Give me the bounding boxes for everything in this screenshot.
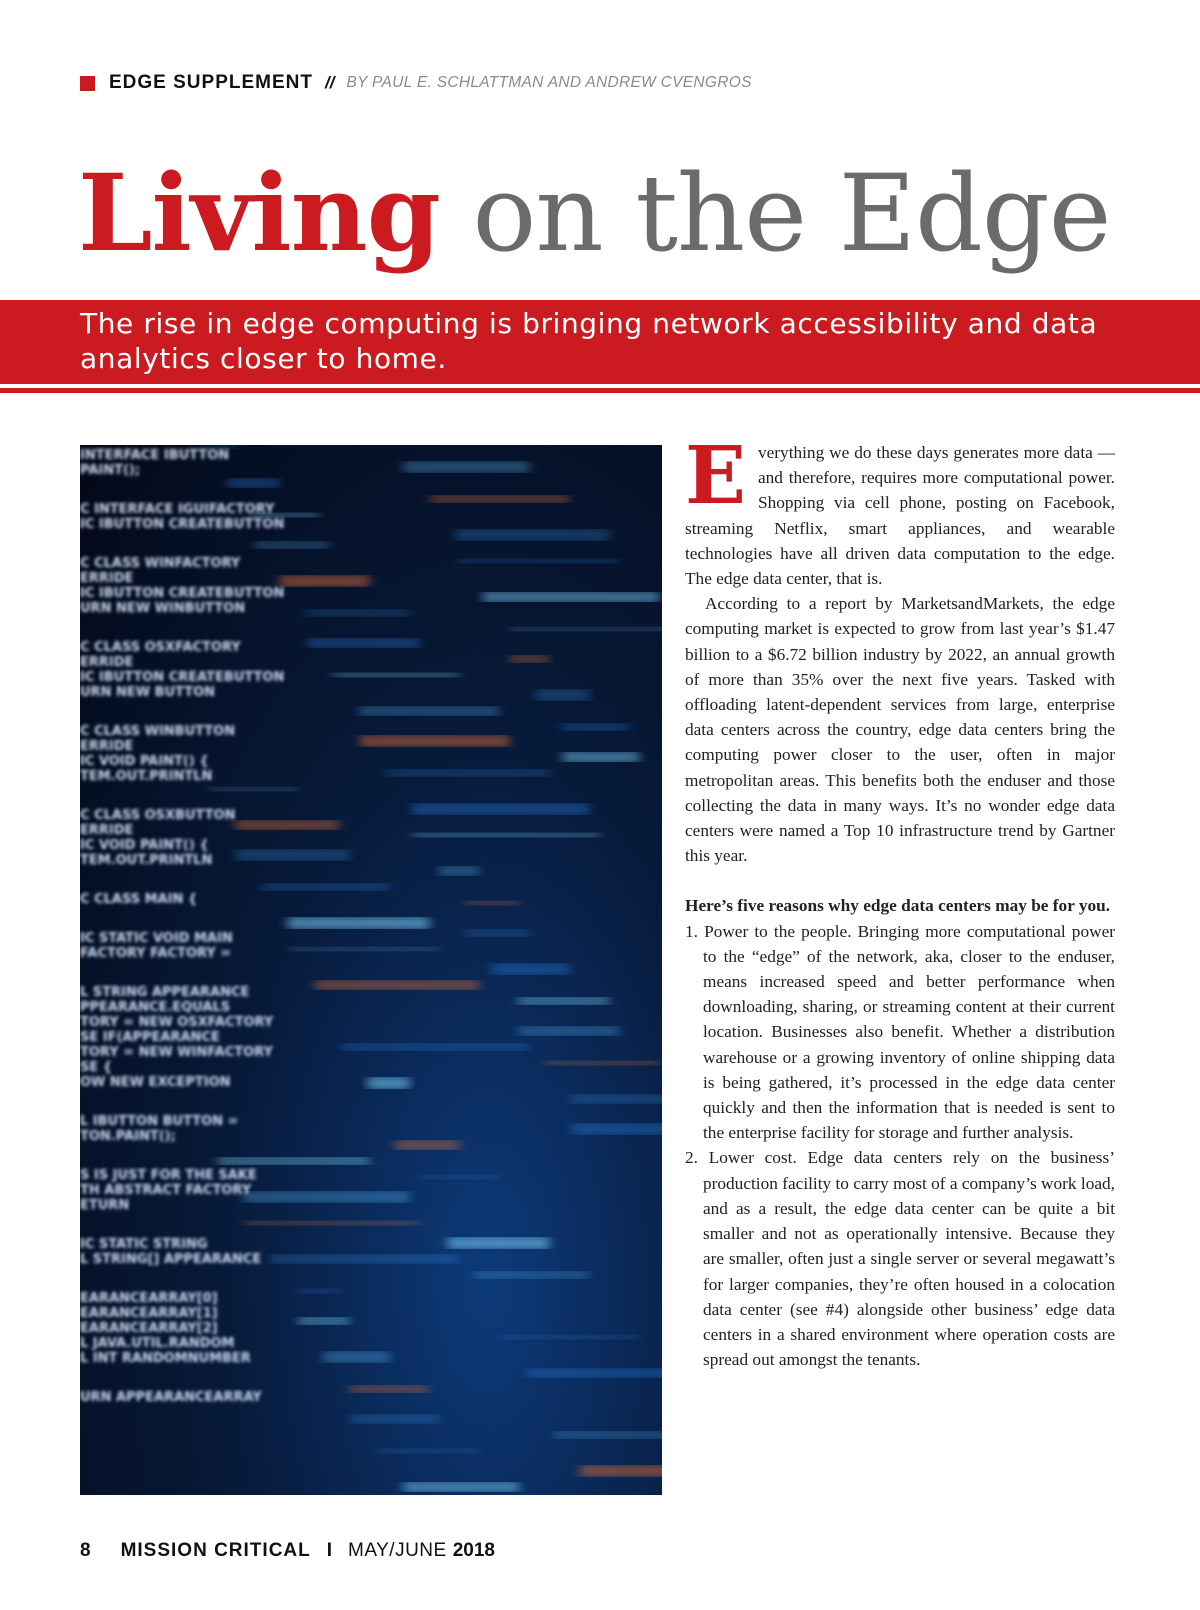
code-line: EARANCEARRAY[1]: [80, 1306, 218, 1321]
drop-cap: E: [685, 428, 746, 522]
byline: BY PAUL E. SCHLATTMAN AND ANDREW CVENGROS: [346, 74, 752, 91]
light-streak: [491, 964, 570, 974]
light-streak: [429, 496, 570, 502]
code-line: ERRIDE: [80, 739, 134, 754]
code-line: ETURN: [80, 1198, 130, 1213]
code-line: TEM.OUT.PRINTLN: [80, 769, 213, 784]
light-streak: [447, 1238, 550, 1248]
light-streak: [438, 867, 480, 875]
code-line: TEM.OUT.PRINTLN: [80, 853, 213, 868]
code-photo-graphic: [80, 445, 662, 1495]
light-streak: [253, 542, 330, 548]
magazine-name: MISSION CRITICAL: [120, 1540, 311, 1561]
article-deck: The rise in edge computing is bringing network accessibility and data analytics closer to home.: [80, 307, 1098, 375]
kicker-separator: //: [324, 73, 335, 92]
code-line: C CLASS OSXBUTTON: [80, 808, 236, 823]
light-streak: [464, 901, 520, 905]
light-streak: [323, 1352, 390, 1362]
code-line: TORY = NEW OSXFACTORY: [80, 1015, 274, 1030]
code-line: IC VOID PAINT() {: [80, 838, 209, 853]
light-streak: [235, 850, 350, 860]
code-line: SE IF(APPEARANCE: [80, 1030, 220, 1045]
code-line: FACTORY FACTORY =: [80, 946, 232, 961]
code-line: ERRIDE: [80, 823, 134, 838]
code-line: IC IBUTTON CREATEBUTTON: [80, 670, 285, 685]
light-streak: [367, 1078, 410, 1088]
light-streak: [571, 1124, 662, 1134]
light-streak: [350, 1415, 440, 1423]
light-streak: [509, 656, 550, 662]
light-streak: [287, 918, 430, 928]
code-line: S IS JUST FOR THE SAKE: [80, 1168, 257, 1183]
page-footer: [80, 1540, 495, 1562]
code-line: TON.PAINT();: [80, 1129, 176, 1144]
light-streak: [359, 736, 510, 746]
light-streak: [544, 1061, 660, 1065]
reasons-subhead: Here’s five reasons why edge data centers may be for you.: [685, 896, 1111, 916]
code-line: TH ABSTRACT FACTORY: [80, 1183, 252, 1198]
section-marker-square: [80, 76, 95, 91]
code-line: INTERFACE IBUTTON: [80, 448, 230, 463]
code-line: L STRING APPEARANCE: [80, 985, 250, 1000]
code-line: SE {: [80, 1060, 113, 1075]
light-streak: [244, 1221, 420, 1225]
deck-rule: [0, 388, 1200, 393]
light-streak: [305, 610, 410, 616]
light-streak: [376, 1449, 480, 1453]
code-line: IC STATIC VOID MAIN: [80, 931, 233, 946]
paragraph-2: According to a report by MarketsandMarkets, the edge computing market is expected to grow from last year’s $1.47 billion to a $6.72 billion industry by 2022, an annual growth of more than 35% over the next five years. Tasked with offloading latent-dependent services from large, enterprise data centers across the country, edge data centers bring the computing power closer to the user, often in major metropolitan areas. This benefits both the enduser and those collecting the data in many ways. It’s no wonder edge data centers were named a Top 10 infrastructure trend by Gartner this year.: [685, 594, 1115, 866]
light-streak: [465, 930, 530, 936]
headline-emphasis: Living: [78, 150, 440, 275]
light-streak: [270, 1255, 460, 1263]
light-streak: [296, 1289, 340, 1293]
code-line: IC IBUTTON CREATEBUTTON: [80, 586, 285, 601]
light-streak: [535, 690, 590, 700]
light-streak: [332, 673, 460, 677]
light-streak: [358, 707, 500, 715]
code-line: C CLASS OSXFACTORY: [80, 640, 241, 655]
code-screen-photo: [80, 445, 662, 1495]
light-streak: [349, 1386, 430, 1392]
code-line: URN APPEARANCEARRAY: [80, 1390, 262, 1405]
article-body: [685, 428, 1115, 1372]
light-streak: [403, 462, 530, 472]
light-streak: [456, 559, 620, 563]
light-streak: [518, 1027, 620, 1035]
light-streak: [526, 1369, 662, 1377]
light-streak: [279, 576, 370, 586]
code-line: IC IBUTTON CREATEBUTTON: [80, 517, 285, 532]
light-streak: [517, 998, 610, 1004]
code-line: L STRING[] APPEARANCE: [80, 1252, 262, 1267]
article-headline: [78, 150, 1111, 275]
code-line: OW NEW EXCEPTION: [80, 1075, 231, 1090]
light-streak: [561, 724, 630, 730]
light-streak: [234, 821, 340, 829]
code-line: IC STATIC STRING: [80, 1237, 208, 1252]
light-streak: [455, 530, 610, 540]
code-line: PPEARANCE.EQUALS: [80, 1000, 231, 1015]
issue-year: 2018: [452, 1540, 495, 1561]
light-streak: [306, 639, 420, 647]
page-number: 8: [80, 1540, 91, 1561]
light-streak: [473, 1272, 590, 1278]
light-streak: [394, 1141, 460, 1149]
intro-paragraph: [685, 428, 1115, 591]
light-streak: [411, 804, 590, 814]
issue-date: MAY/JUNE: [348, 1540, 447, 1561]
light-streak: [208, 787, 300, 791]
list-item: 2. Lower cost. Edge data centers rely on the business’ production facility to carry most of a company’s work load, and as a result, the edge data center can be quite a bit smaller and not as operationally intensive. Because they are smaller, often just a single server or several megawatt’s for larger companies, they’re often housed in a colocation data center (see #4) alongside other business’ edge data centers in a shared environment where operation costs are spread out amongst the tenants.: [685, 1148, 1115, 1370]
footer-divider: I: [326, 1540, 333, 1561]
code-line: C CLASS MAIN {: [80, 892, 198, 907]
light-streak: [553, 1432, 662, 1438]
light-streak: [500, 1335, 640, 1339]
code-line: EARANCEARRAY[0]: [80, 1291, 218, 1306]
code-line: L IBUTTON BUTTON =: [80, 1114, 239, 1129]
reasons-list: [685, 919, 1115, 1373]
code-line: URN NEW WINBUTTON: [80, 601, 246, 616]
code-line: TORY = NEW WINFACTORY: [80, 1045, 273, 1060]
light-streak: [508, 627, 662, 631]
section-kicker: [80, 72, 752, 94]
list-item: 1. Power to the people. Bringing more computational power to the “edge” of the network, aka, closer to the enduser, means increased speed and better performance when downloading, sharing, or streaming content at their current location. Businesses also benefit. Whether a distribution warehouse or a growing inventory of online shipping data is being gathered, it’s processed in the edge data center quickly and then the information that is needed is sent to the enterprise facility for storage and further analysis.: [685, 921, 1115, 1143]
code-line: C INTERFACE IGUIFACTORY: [80, 502, 275, 517]
light-streak: [562, 753, 640, 761]
light-streak: [217, 1158, 370, 1164]
light-streak: [288, 947, 440, 951]
light-streak: [314, 981, 480, 989]
light-streak: [341, 1044, 530, 1050]
code-line: ERRIDE: [80, 655, 134, 670]
light-streak: [297, 1318, 350, 1324]
code-line: C CLASS WINBUTTON: [80, 724, 236, 739]
headline-rest: on the Edge: [472, 152, 1111, 275]
code-line: EARANCEARRAY[2]: [80, 1321, 218, 1336]
light-streak: [385, 770, 550, 776]
code-line: C CLASS WINFACTORY: [80, 556, 241, 571]
light-streak: [226, 479, 280, 487]
light-streak: [420, 1175, 500, 1179]
code-line: PAINT();: [80, 463, 141, 478]
code-line: L JAVA.UTIL.RANDOM: [80, 1336, 235, 1351]
intro-text: verything we do these days generates more data — and therefore, requires more computational power. Shopping via cell phone, posting on Facebook, streaming Netflix, smart appliances, and wearable technologies have all driven data computation to the edge. The edge data center, that is.: [685, 443, 1115, 589]
code-line: URN NEW BUTTON: [80, 685, 216, 700]
light-streak: [482, 593, 660, 601]
light-streak: [261, 884, 390, 890]
light-streak: [243, 1192, 410, 1202]
code-line: IC VOID PAINT() {: [80, 754, 209, 769]
code-line: ERRIDE: [80, 571, 134, 586]
light-streak: [579, 1466, 662, 1476]
light-streak: [402, 1483, 520, 1491]
code-line: L INT RANDOMNUMBER: [80, 1351, 251, 1366]
light-streak: [570, 1095, 662, 1103]
section-label: EDGE SUPPLEMENT: [109, 72, 313, 93]
light-streak: [412, 833, 600, 837]
